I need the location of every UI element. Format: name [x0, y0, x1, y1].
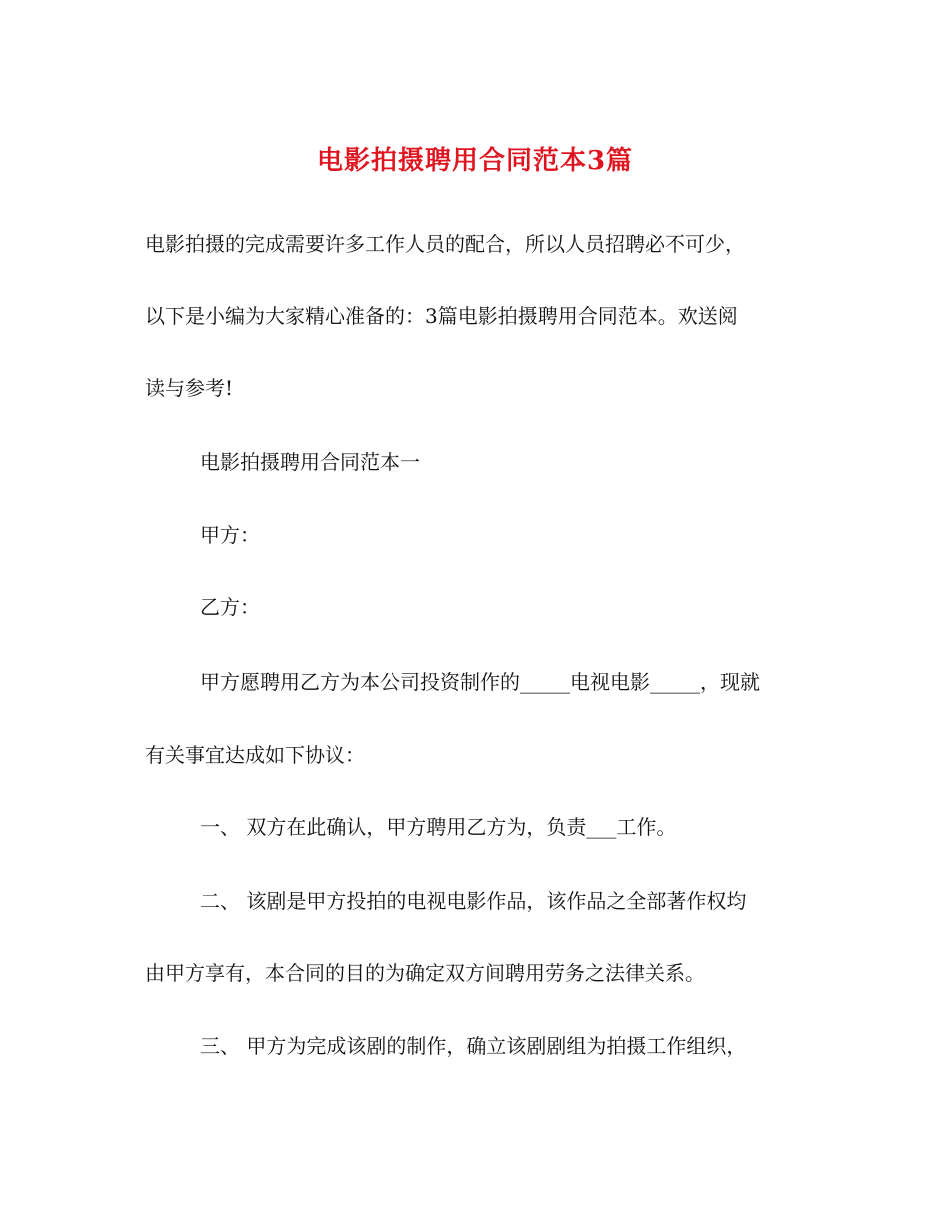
clause-two-continued: 由甲方享有，本合同的目的为确定双方间聘用劳务之法律关系。	[145, 961, 705, 985]
intro-line-3: 读与参考!	[145, 376, 234, 400]
paragraph-line: 有关事宜达成如下协议：	[145, 743, 365, 767]
section-heading: 电影拍摄聘用合同范本一	[200, 450, 420, 474]
party-b-label: 乙方：	[200, 595, 260, 619]
party-a-label: 甲方：	[200, 523, 260, 547]
paragraph-line: 甲方愿聘用乙方为本公司投资制作的_____电视电影_____，现就	[200, 670, 760, 694]
clause-three: 三、 甲方为完成该剧的制作，确立该剧剧组为拍摄工作组织，	[200, 1034, 747, 1058]
document-title: 电影拍摄聘用合同范本3篇	[316, 146, 634, 176]
intro-line-2: 以下是小编为大家精心准备的：3篇电影拍摄聘用合同范本。欢送阅	[145, 304, 738, 328]
clause-one: 一、 双方在此确认，甲方聘用乙方为，负责___工作。	[200, 815, 677, 839]
clause-two: 二、 该剧是甲方投拍的电视电影作品，该作品之全部著作权均	[200, 889, 747, 913]
intro-line-1: 电影拍摄的完成需要许多工作人员的配合，所以人员招聘必不可少，	[145, 232, 745, 256]
